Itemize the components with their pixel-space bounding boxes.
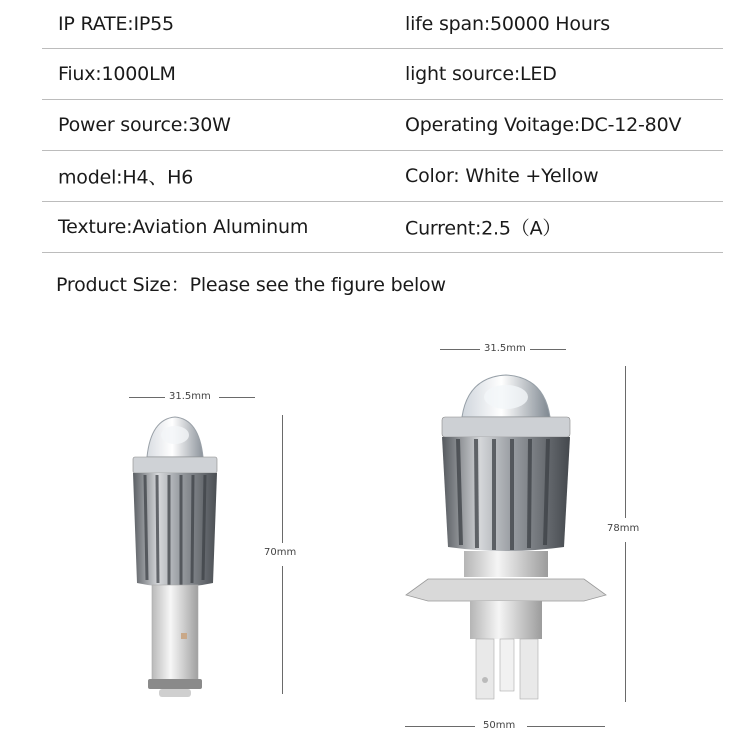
spec-row	[42, 49, 723, 100]
spec-row	[42, 0, 723, 49]
dimension-line	[440, 349, 480, 350]
spec-ip-rate: IP RATE:IP55	[58, 13, 174, 35]
dimension-line	[625, 366, 626, 518]
left-width-label: 31.5mm	[169, 391, 211, 402]
right-height-label: 78mm	[607, 523, 640, 534]
spec-life-span: life span:50000 Hours	[405, 13, 610, 35]
spec-color: Color: White +Yellow	[405, 165, 599, 187]
bulb-ba20d-image	[115, 405, 235, 705]
dimension-line	[282, 415, 283, 543]
spec-row	[42, 151, 723, 202]
dimension-line	[530, 349, 566, 350]
spec-table	[42, 0, 723, 253]
spec-operating-voltage: Operating Voitage:DC-12-80V	[405, 114, 682, 136]
dimension-line	[405, 726, 475, 727]
spec-power-source: Power source:30W	[58, 114, 231, 136]
bulb-h4-image	[400, 355, 612, 705]
product-size-caption: Product Size：Please see the figure below	[56, 274, 446, 296]
dimension-line	[129, 397, 165, 398]
spec-model: model:H4、H6	[58, 166, 194, 189]
spec-light-source: light source:LED	[405, 63, 557, 85]
left-height-label: 70mm	[264, 547, 297, 558]
dimension-line	[219, 397, 255, 398]
spec-current: Current:2.5（A）	[405, 217, 562, 240]
dimension-line	[527, 726, 605, 727]
spec-flux: Fiux:1000LM	[58, 63, 176, 85]
right-width-top-label: 31.5mm	[484, 343, 526, 354]
spec-row	[42, 202, 723, 253]
right-width-bottom-label: 50mm	[483, 720, 516, 731]
dimension-line	[625, 542, 626, 702]
spec-row	[42, 100, 723, 151]
spec-texture: Texture:Aviation Aluminum	[58, 216, 309, 238]
dimension-line	[282, 566, 283, 694]
